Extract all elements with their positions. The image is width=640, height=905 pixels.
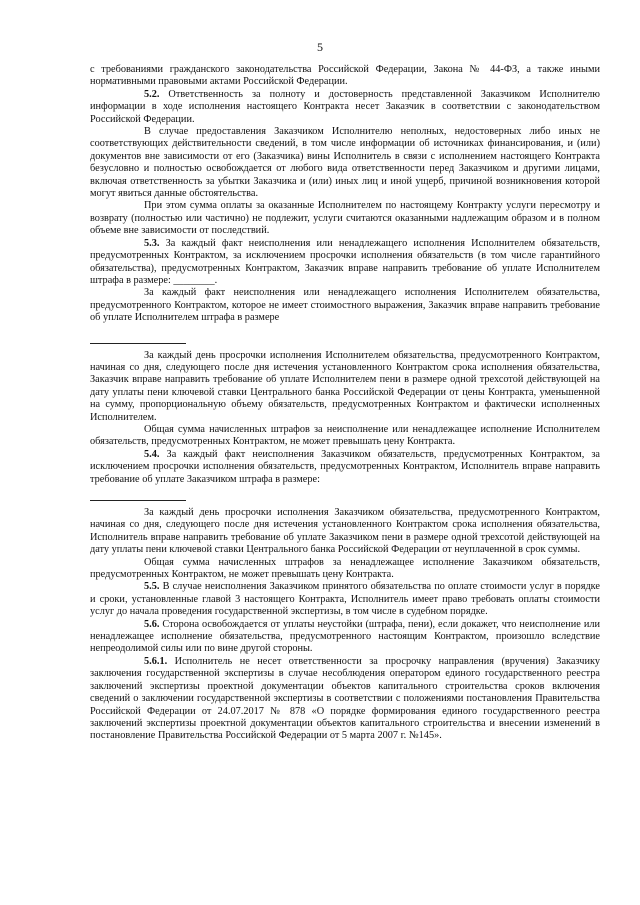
paragraph-text: Общая сумма начисленных штрафов за ненадлежащее исполнение Заказчиком обязательств, предусмотренных Контрактом, не может превышать цену Контракта. [90,556,600,581]
paragraph-text: с требованиями гражданского законодательства Российской Федерации, Закона № 44-ФЗ, а также иными нормативными правовыми актами Российской Федерации. [90,64,600,88]
paragraph [90,507,600,557]
clause-text: В случае неисполнения Заказчиком принятого обязательства по оплате стоимости услуг в порядке и сроки, установленные главой 3 настоящего Контракта, Исполнитель имеет право требовать оплаты стоимости услуг до начала проведения государственной экспертизы, в том числе в судебном порядке. [90,581,600,618]
clause-5-5 [90,581,600,618]
clause-5-3 [90,238,600,288]
clause-number: 5.6.1. [144,655,168,667]
clause-text: За каждый факт неисполнения или ненадлежащего исполнения Исполнителем обязательств, предусмотренных Контрактом, за исключением просрочки исполнения обязательств (в том числе гарантийного обязательства), предусмотренных Контрактом, Заказчик вправе направить требование об уплате Исполнителем штрафа в размере: ________. [90,237,600,286]
paragraph-text: При этом сумма оплаты за оказанные Исполнителем по настоящему Контракту услуги пересмотру и возврату (полностью или частично) не подлежит, услуги считаются оказанными надлежащим образом и в полном объеме вне зависимости от последствий. [90,200,600,237]
paragraph [90,126,600,200]
paragraph [90,350,600,424]
paragraph [90,557,600,582]
paragraph-text: В случае предоставления Заказчиком Исполнителю неполных, недостоверных либо иных не соответствующих действительности сведений, в том числе информации об источниках финансирования, и (или) документов вне зависимости от его (Заказчика) вины Исполнитель в связи с исполнением настоящего Контракта безусловно и полностью освобождается от любого вида ответственности перед Заказчиком и другими лицами, включая ответственность за убытки Заказчика и (или) иных лиц и иной ущерб, причиной возникновения которой могут явиться данные обстоятельства. [90,126,600,200]
paragraph [90,200,600,237]
paragraph-text: За каждый факт неисполнения или ненадлежащего исполнения Исполнителем обязательства, предусмотренного Контрактом, которое не имеет стоимостного выражения, Заказчик вправе направить требование об уплате Исполнителем штрафа в размере [90,287,600,324]
clause-5-6-1 [90,656,600,743]
clause-text: Исполнитель не несет ответственности за просрочку направления (вручения) Заказчику заключения государственной экспертизы в случае несоблюдения оператором единого государственного реестра заключений экспертизы проектной документации объектов капитального строительства сроков включения сведений о заключении государственной экспертизы в соответствии с положениями постановления Правительства Российской Федерации от 24.07.2017 № 878 «О порядке формирования единого государственного реестра заключений экспертизы проектной документации объектов капитального строительства и внесении изменений в постановление Правительства Российской Федерации от 5 марта 2007 г. №145». [90,655,600,742]
clause-text: Ответственность за полноту и достоверность представленной Заказчиком Исполнителю информации в ходе исполнения настоящего Контракта несет Заказчик в соответствии с законодательством Российской Федерации. [90,88,600,125]
clause-number: 5.2. [144,88,160,100]
clause-5-6 [90,619,600,656]
clause-5-2 [90,89,600,126]
paragraph-text: Общая сумма начисленных штрафов за неисполнение или ненадлежащее исполнение Исполнителем обязательств, предусмотренных Контрактом, не может превышать цену Контракта. [90,423,600,448]
clause-5-4 [90,449,600,486]
fill-in-line [90,500,186,501]
paragraph-text: За каждый день просрочки исполнения Заказчиком обязательства, предусмотренного Контрактом, начиная со дня, следующего после дня истечения установленного Контрактом срока исполнения обязательства, Исполнитель вправе направить требование об уплате Заказчиком пени в размере одной трехсотой действующей на дату уплаты пени ключевой ставки Центрального банка Российской Федерации от неуплаченной в срок суммы. [90,507,600,556]
paragraph [90,64,600,89]
fill-in-line [90,343,186,344]
clause-number: 5.6. [144,618,160,630]
clause-number: 5.3. [144,237,160,249]
paragraph [90,424,600,449]
clause-number: 5.5. [144,581,160,593]
clause-text: За каждый факт неисполнения Заказчиком обязательств, предусмотренных Контрактом, за исключением просрочки исполнения обязательств, предусмотренных Контрактом, Исполнитель вправе направить требование об уплате Заказчиком штрафа в размере: [90,448,600,485]
page-number: 5 [317,40,323,54]
clause-number: 5.4. [144,448,160,460]
paragraph [90,287,600,324]
paragraph-text: За каждый день просрочки исполнения Исполнителем обязательства, предусмотренного Контрактом, начиная со дня, следующего после дня истечения установленного Контрактом срока исполнения обязательства, Заказчик вправе направить требование об уплате Исполнителем пени в размере одной трехсотой действующей на дату уплаты пени ключевой ставки Центрального банка Российской Федерации от цены Контракта, уменьшенной на сумму, пропорциональную объему обязательств, предусмотренных Контрактом и фактически исполненных Исполнителем. [90,349,600,423]
clause-text: Сторона освобождается от уплаты неустойки (штрафа, пени), если докажет, что неисполнение или ненадлежащее исполнение обязательства, предусмотренного настоящим Контрактом, произошло вследствие непреодолимой силы или по вине другой стороны. [90,618,600,655]
document-body [90,64,600,743]
